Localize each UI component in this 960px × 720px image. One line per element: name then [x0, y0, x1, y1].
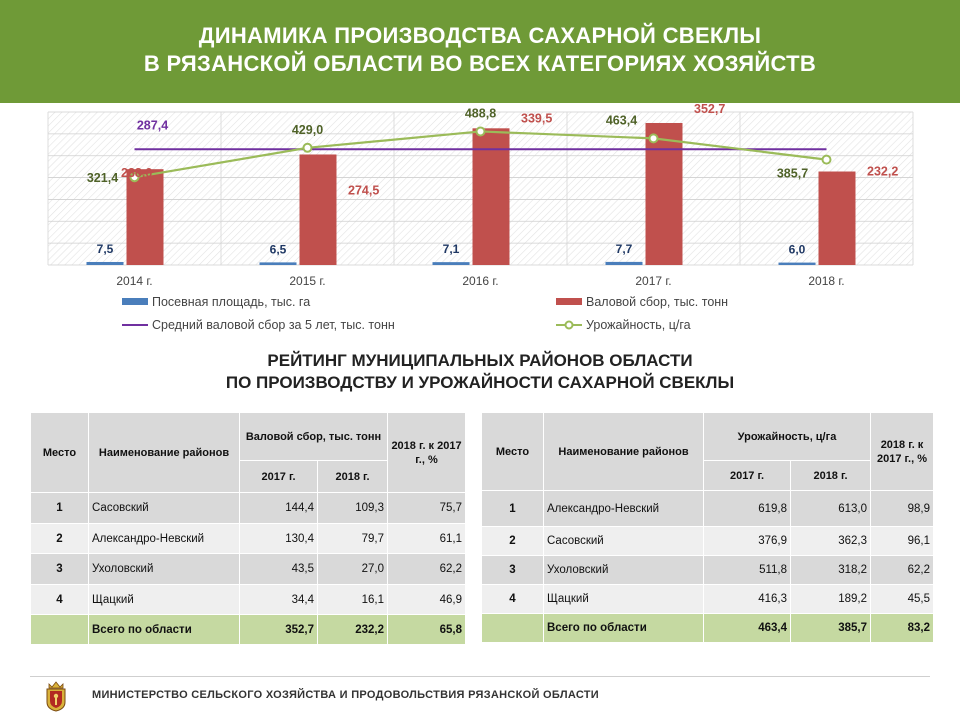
table-row	[482, 527, 934, 556]
harvest-bar-label: 352,7	[694, 103, 726, 116]
place-cell: 2	[31, 524, 89, 554]
footer-divider	[30, 676, 930, 677]
place-cell: 2	[482, 527, 544, 556]
total-2017: 352,7	[240, 615, 318, 645]
total-pct: 65,8	[388, 615, 466, 645]
pct-cell: 62,2	[388, 554, 466, 585]
footer-ministry-name: МИНИСТЕРСТВО СЕЛЬСКОГО ХОЗЯЙСТВА И ПРОДОВОЛЬСТВИЯ РЯЗАНСКОЙ ОБЛАСТИ	[92, 689, 600, 701]
value-2017-cell: 511,8	[704, 556, 791, 585]
table-row	[31, 554, 466, 585]
col-header-place: Место	[31, 413, 89, 493]
yield-point-label: 321,4	[86, 171, 119, 186]
table-row	[482, 585, 934, 614]
page-title-line1: ДИНАМИКА ПРОИЗВОДСТВА САХАРНОЙ СВЕКЛЫ	[198, 23, 762, 48]
value-2017-cell: 43,5	[240, 554, 318, 585]
area-bar-label: 6,0	[788, 242, 806, 257]
area-bar-label: 7,1	[442, 242, 460, 257]
value-2018-cell: 613,0	[791, 491, 871, 527]
title-banner	[0, 0, 960, 103]
value-2017-cell: 619,8	[704, 491, 791, 527]
col-header-pct: 2018 г. к 2017 г., %	[871, 413, 934, 491]
col-header-2018: 2018 г.	[791, 461, 871, 491]
area-bar	[87, 262, 124, 265]
place-cell: 4	[31, 585, 89, 615]
total-2017: 463,4	[704, 614, 791, 643]
x-tick-label: 2017 г.	[635, 274, 672, 288]
value-2018-cell: 362,3	[791, 527, 871, 556]
chart-svg	[0, 103, 960, 348]
total-label: Всего по области	[89, 615, 240, 645]
area-bar-label: 7,5	[96, 241, 114, 256]
legend-label: Валовой сбор, тыс. тонн	[586, 295, 729, 309]
col-header-2018: 2018 г.	[318, 461, 388, 493]
place-cell: 1	[482, 491, 544, 527]
table-row	[31, 585, 466, 615]
yield-point	[477, 127, 485, 135]
pct-cell: 46,9	[388, 585, 466, 615]
table-row	[31, 524, 466, 554]
page-title-line2: В РЯЗАНСКОЙ ОБЛАСТИ ВО ВСЕХ КАТЕГОРИЯХ ХОЗЯЙСТВ	[143, 51, 817, 76]
value-2018-cell: 318,2	[791, 556, 871, 585]
col-header-2017: 2017 г.	[240, 461, 318, 493]
district-cell: Ухоловский	[89, 554, 240, 585]
area-bar-label: 6,5	[269, 242, 287, 257]
district-cell: Александро-Невский	[544, 491, 704, 527]
yield-point	[304, 144, 312, 152]
area-bar	[606, 262, 643, 265]
district-cell: Сасовский	[544, 527, 704, 556]
place-cell: 4	[482, 585, 544, 614]
col-header-name: Наименование районов	[544, 413, 704, 491]
harvest-bar	[819, 172, 856, 265]
legend-swatch	[556, 298, 582, 305]
place-cell-empty	[31, 615, 89, 645]
value-2017-cell: 144,4	[240, 493, 318, 524]
total-2018: 232,2	[318, 615, 388, 645]
col-header-pct: 2018 г. к 2017 г., %	[388, 413, 466, 493]
district-cell: Щацкий	[89, 585, 240, 615]
x-tick-label: 2015 г.	[289, 274, 326, 288]
harvest-rating-table	[30, 412, 466, 645]
ryazan-coat-of-arms-icon	[42, 680, 70, 712]
value-2018-cell: 189,2	[791, 585, 871, 614]
legend-label: Посевная площадь, тыс. га	[152, 295, 311, 309]
pct-cell: 45,5	[871, 585, 934, 614]
pct-cell: 96,1	[871, 527, 934, 556]
harvest-bar-label: 274,5	[348, 183, 380, 198]
district-cell: Сасовский	[89, 493, 240, 524]
pct-cell: 98,9	[871, 491, 934, 527]
rating-title-line1: РЕЙТИНГ МУНИЦИПАЛЬНЫХ РАЙОНОВ ОБЛАСТИ	[267, 351, 693, 370]
place-cell-empty	[482, 614, 544, 643]
table-row	[31, 493, 466, 524]
district-cell: Щацкий	[544, 585, 704, 614]
col-header-harvest: Валовой сбор, тыс. тонн	[240, 413, 388, 461]
value-2017-cell: 376,9	[704, 527, 791, 556]
page-title	[0, 22, 960, 78]
harvest-bar-label: 238,0	[121, 166, 153, 181]
pct-cell: 62,2	[871, 556, 934, 585]
yield-point-label: 463,4	[605, 113, 638, 128]
legend-label: Средний валовой сбор за 5 лет, тыс. тонн	[152, 318, 395, 332]
area-bar	[433, 262, 470, 265]
district-cell: Александро-Невский	[89, 524, 240, 554]
harvest-bar	[646, 123, 683, 265]
x-tick-label: 2018 г.	[808, 274, 845, 288]
yield-point-label: 488,8	[464, 106, 497, 121]
area-bar	[260, 262, 297, 265]
place-cell: 3	[482, 556, 544, 585]
area-bar	[779, 263, 816, 265]
col-header-name: Наименование районов	[89, 413, 240, 493]
rating-title	[0, 350, 960, 394]
harvest-bar-label: 339,5	[521, 111, 553, 126]
harvest-bar	[300, 154, 337, 265]
total-row	[482, 614, 934, 643]
production-chart	[0, 103, 960, 348]
pct-cell: 61,1	[388, 524, 466, 554]
value-2017-cell: 416,3	[704, 585, 791, 614]
harvest-bar	[127, 169, 164, 265]
value-2018-cell: 27,0	[318, 554, 388, 585]
col-header-place: Место	[482, 413, 544, 491]
legend-swatch	[122, 298, 148, 305]
total-row	[31, 615, 466, 645]
col-header-yield: Урожайность, ц/га	[704, 413, 871, 461]
total-label: Всего по области	[544, 614, 704, 643]
total-pct: 83,2	[871, 614, 934, 643]
harvest-bar-label: 232,2	[867, 164, 899, 179]
value-2018-cell: 109,3	[318, 493, 388, 524]
value-2017-cell: 130,4	[240, 524, 318, 554]
table-row	[482, 491, 934, 527]
area-bar-label: 7,7	[615, 241, 633, 256]
pct-cell: 75,7	[388, 493, 466, 524]
value-2018-cell: 79,7	[318, 524, 388, 554]
value-2017-cell: 34,4	[240, 585, 318, 615]
legend-marker	[566, 322, 573, 329]
district-cell: Ухоловский	[544, 556, 704, 585]
yield-rating-table	[481, 412, 934, 643]
total-2018: 385,7	[791, 614, 871, 643]
yield-point	[823, 156, 831, 164]
value-2018-cell: 16,1	[318, 585, 388, 615]
yield-point-label: 429,0	[291, 122, 324, 137]
place-cell: 3	[31, 554, 89, 585]
place-cell: 1	[31, 493, 89, 524]
table-row	[482, 556, 934, 585]
col-header-2017: 2017 г.	[704, 461, 791, 491]
x-tick-label: 2016 г.	[462, 274, 499, 288]
yield-point-label: 385,7	[776, 166, 809, 181]
legend-label: Урожайность, ц/га	[586, 318, 691, 332]
x-tick-label: 2014 г.	[116, 274, 153, 288]
average-line-label: 287,4	[136, 118, 169, 133]
rating-title-line2: ПО ПРОИЗВОДСТВУ И УРОЖАЙНОСТИ САХАРНОЙ СВЕКЛЫ	[225, 373, 735, 392]
yield-point	[650, 134, 658, 142]
